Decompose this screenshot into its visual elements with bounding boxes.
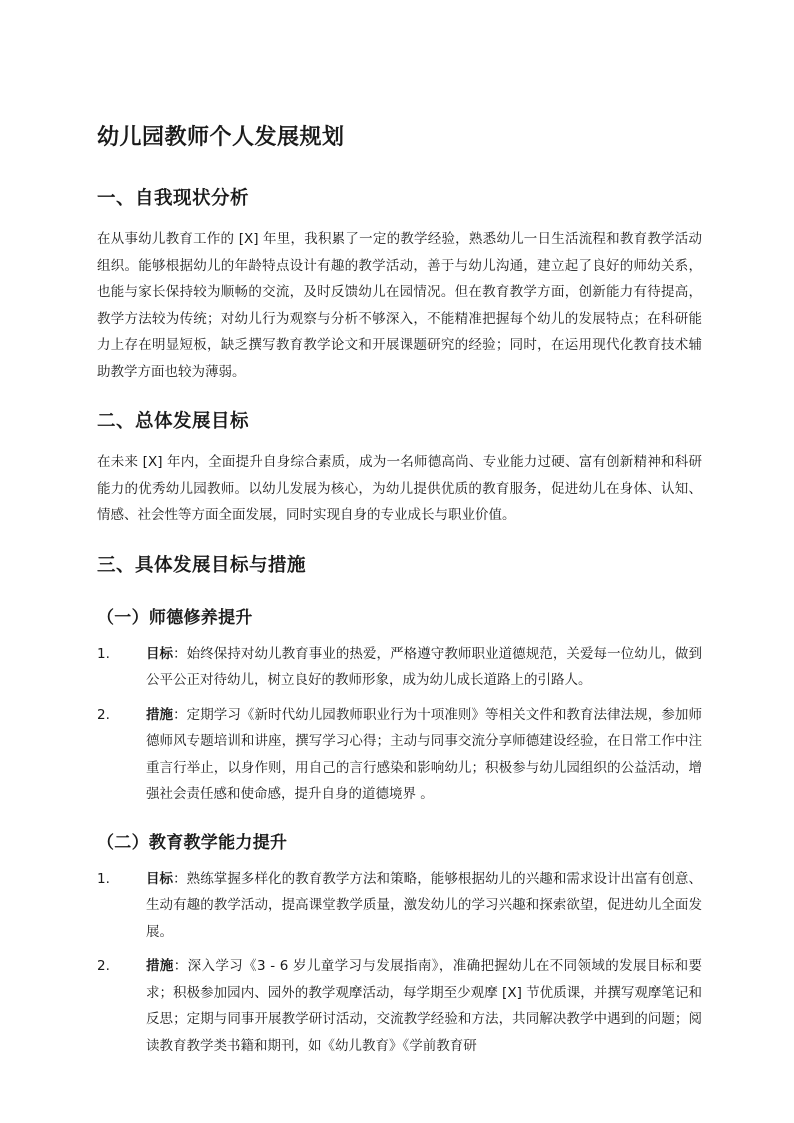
subsection-heading-teaching: （二）教育教学能力提升	[97, 832, 288, 853]
list-item-body	[146, 641, 702, 694]
list-number: 2.	[97, 958, 110, 974]
list-item	[97, 866, 702, 946]
list-item-label: 措施	[146, 958, 174, 974]
list-item	[97, 953, 702, 1059]
list-item-text: ：定期学习《新时代幼儿园教师职业行为十项准则》等相关文件和教育法律法规，参加师德师风专题培训和讲座，撰写学习心得；主动与同事交流分享师德建设经验，在日常工作中注重言行举止，以身作则，用自己的言行感染和影响幼儿；积极参与幼儿园组织的公益活动，增强社会责任感和使命感，提升自身的道德境界 。	[146, 706, 702, 802]
list-number: 1.	[97, 870, 110, 887]
list-item-text: ：熟练掌握多样化的教育教学方法和策略，能够根据幼儿的兴趣和需求设计出富有创意、生动有趣的教学活动，提高课堂教学质量，激发幼儿的学习兴趣和探索欲望，促进幼儿全面发展。	[146, 870, 702, 940]
section-paragraph-overall-goal: 在未来 [X] 年内，全面提升自身综合素质，成为一名师德高尚、专业能力过硬、富有创新精神和科研能力的优秀幼儿园教师。以幼儿发展为核心，为幼儿提供优质的教育服务，促进幼儿在身体、认知、情感、社会性等方面全面发展，同时实现自身的专业成长与职业价值。	[97, 454, 702, 523]
list-item-body	[146, 953, 702, 1059]
list-item-body	[146, 866, 702, 946]
section-heading-overall-goal: 二、总体发展目标	[97, 411, 250, 432]
document-page	[97, 118, 702, 1067]
list-item-label: 措施	[146, 706, 174, 723]
list-item-label: 目标	[146, 870, 174, 887]
section-heading-self-analysis: 一、自我现状分析	[97, 188, 250, 209]
subsection-heading-ethics: （一）师德修养提升	[97, 607, 253, 628]
list-item	[97, 641, 702, 694]
list-item-body	[146, 702, 702, 808]
section-paragraph-self-analysis: 在从事幼儿教育工作的 [X] 年里，我积累了一定的教学经验，熟悉幼儿一日生活流程和教育教学活动组织。能够根据幼儿的年龄特点设计有趣的教学活动，善于与幼儿沟通，建立起了良好的师幼关系，也能与家长保持较为顺畅的交流，及时反馈幼儿在园情况。但在教育教学方面，创新能力有待提高，教学方法较为传统；对幼儿行为观察与分析不够深入，不能精准把握每个幼儿的发展特点；在科研能力上存在明显短板，缺乏撰写教育教学论文和开展课题研究的经验；同时，在运用现代化教育技术辅助教学方面也较为薄弱。	[97, 231, 702, 380]
list-item-label: 目标	[146, 645, 174, 662]
list-number: 1.	[97, 645, 110, 662]
list-item-text: ：深入学习《3 - 6 岁儿童学习与发展指南》，准确把握幼儿在不同领域的发展目标和要求；积极参加园内、园外的教学观摩活动，每学期至少观摩 [X] 节优质课，并撰写观摩笔记和反思；定期与同事开展教学研讨活动，交流教学经验和方法，共同解决教学中遇到的问题；阅读教育教学类书籍和期刊，如《幼儿教育》《学前教育研	[146, 958, 702, 1054]
section-heading-specific-goals: 三、具体发展目标与措施	[97, 554, 307, 576]
list-item	[97, 702, 702, 808]
document-title: 幼儿园教师个人发展规划	[97, 125, 345, 150]
list-item-text: ：始终保持对幼儿教育事业的热爱，严格遵守教师职业道德规范，关爱每一位幼儿，做到公平公正对待幼儿，树立良好的教师形象，成为幼儿成长道路上的引路人。	[146, 645, 702, 688]
list-number: 2.	[97, 706, 110, 723]
